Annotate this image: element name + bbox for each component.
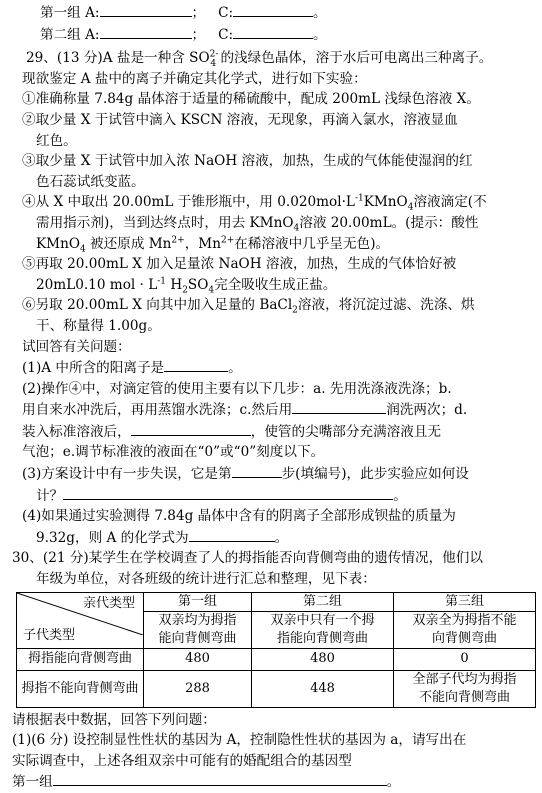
q29-step-number-blank[interactable] <box>232 463 282 478</box>
q29-step-4-cont: 需用指示剂)，当到达终点时，用去 KMnO$_4$溶液 20.00mL。(提示：酸性 <box>36 214 479 234</box>
group-2-desc: 双亲中只有一个拇 指能向背侧弯曲 <box>252 611 394 648</box>
q29-stem: 29、(13 分)A 盐是一种含 $SO^{2-}_4$ 的浅绿色晶体，溶于水后可电离出三种离子。 <box>26 49 493 69</box>
q29-ask: 试回答有关问题： <box>22 338 131 355</box>
q29-step-3-cont: 色石蕊试纸变蓝。 <box>36 173 145 190</box>
group2-a-blank[interactable] <box>100 24 192 39</box>
row-label-cannot-bend: 拇指不能向背侧弯曲 <box>17 670 144 707</box>
q29-part-1: (1)A 中所含的阳离子是 。 <box>12 357 532 379</box>
cell-r1-g3: 0 <box>394 648 536 670</box>
q29-step-2: ②取少量 X 于试管中滴入 KSCN 溶液，无现象，再滴入氯水，溶液显血 <box>22 111 458 128</box>
row-label-can-bend: 拇指能向背侧弯曲 <box>17 648 144 670</box>
group2-c-blank[interactable] <box>233 24 313 39</box>
q29-formula-blank[interactable] <box>189 527 275 542</box>
q30-part-1-cont: 实际调查中，上述各组双亲中可能有的婚配组合的基因型 <box>12 752 352 769</box>
q29-part-3-cont: 计？ 。 <box>12 485 532 507</box>
group1-answer-line: 第一组 A: ； C: 。 <box>12 2 532 24</box>
cell-r1-g2: 480 <box>252 648 394 670</box>
group-1-header: 第一组 <box>144 592 252 611</box>
q30-group-1-line: 第一组 。 <box>12 771 532 793</box>
q29-step-5: ⑤再取 20.00mL X 加入足量浓 NaOH 溶液，加热，生成的气体恰好被 <box>22 256 457 273</box>
group-2-header: 第二组 <box>252 592 394 611</box>
q30-stem-cont: 年级为单位，对各班级的统计进行汇总和整理，见下表： <box>36 571 376 588</box>
inheritance-table <box>16 592 536 708</box>
q29-step-4: ④从 X 中取出 20.00mL 于锥形瓶中，用 $0.020mol\cdot L^{-1}KMnO_4$溶液滴定(不 <box>22 193 487 213</box>
q29-design-blank[interactable] <box>63 485 393 500</box>
cell-r2-g2: 448 <box>252 670 394 707</box>
q29-intro: 现欲鉴定 A 盐中的离子并确定其化学式，进行如下实验： <box>22 70 367 87</box>
q29-cation-blank[interactable] <box>164 357 228 372</box>
q29-step-4-hint: KMnO$_4$ 被还原成 $Mn^{2+}$，$Mn^{2+}$在稀溶液中几乎呈无色)。 <box>36 235 390 255</box>
group1-c-blank[interactable] <box>233 2 313 17</box>
group-1-desc: 双亲均为拇指 能向背侧弯曲 <box>144 611 252 648</box>
table-corner-cell <box>17 592 144 648</box>
cell-r2-g3: 全部子代均为拇指 不能向背侧弯曲 <box>394 670 536 707</box>
cell-r2-g1: 288 <box>144 670 252 707</box>
q29-step-5-cont: 20mL0.10 mol · $L^{-1}$ $H_2SO_4$完全吸收生成正盐。 <box>36 276 337 296</box>
corner-child-label: 子代类型 <box>23 627 76 643</box>
group2-answer-line: 第二组 A: ； C: 。 <box>12 24 532 46</box>
q29-part-4-cont: 9.32g，则 A 的化学式为 。 <box>12 527 532 549</box>
q29-operation-blank[interactable] <box>131 421 251 436</box>
q30-part-1: (1)(6 分) 设控制显性性状的基因为 A，控制隐性性状的基因为 a，请写出在 <box>12 732 467 749</box>
group-3-header: 第三组 <box>394 592 536 611</box>
q30-group-1-blank[interactable] <box>53 771 387 786</box>
q29-part-2-b: 用自来水冲洗后，再用蒸馏水洗涤；c.然后用 润洗两次；d. <box>12 399 532 421</box>
q30-stem: 30、(21 分)某学生在学校调查了人的拇指能否向背侧弯曲的遗传情况，他们以 <box>12 550 483 567</box>
q29-step-1: ①准确称量 7.84g 晶体溶于适量的稀硫酸中，配成 200mL 浅绿色溶液 X。 <box>22 91 480 108</box>
q29-step-6-cont: 干、称量得 1.00g。 <box>36 317 161 334</box>
q29-part-2-d: 气泡；e.调节标准液的液面在“0”或“0”刻度以下。 <box>22 444 325 461</box>
q29-part-3: (3)方案设计中有一步失误，它是第 步(填编号)，此步实验应如何设 <box>12 463 532 485</box>
q29-step-3: ③取少量 X 于试管中加入浓 NaOH 溶液，加热，生成的气体能使湿润的红 <box>22 153 473 170</box>
group1-a-blank[interactable] <box>100 2 192 17</box>
q29-part-2: (2)操作④中，对滴定管的使用主要有以下几步：a. 先用洗涤液洗涤；b. <box>22 380 452 397</box>
q29-part-4: (4)如果通过实验测得 7.84g 晶体中含有的阴离子全部形成钡盐的质量为 <box>22 508 456 525</box>
q29-rinse-blank[interactable] <box>292 399 386 414</box>
cell-r1-g1: 480 <box>144 648 252 670</box>
q30-ask: 请根据表中数据，回答下列问题： <box>12 711 216 728</box>
corner-parent-label: 亲代类型 <box>82 595 135 611</box>
group-3-desc: 双亲全为拇指不能 向背侧弯曲 <box>394 611 536 648</box>
q29-step-2-cont: 红色。 <box>36 132 77 149</box>
q29-part-2-c: 装入标准溶液后， ，使管的尖嘴部分充满溶液且无 <box>12 421 532 443</box>
q29-step-6: ⑥另取 20.00mL X 向其中加入足量的 BaCl$_2$溶液，将沉淀过滤、洗涤、烘 <box>22 297 475 316</box>
